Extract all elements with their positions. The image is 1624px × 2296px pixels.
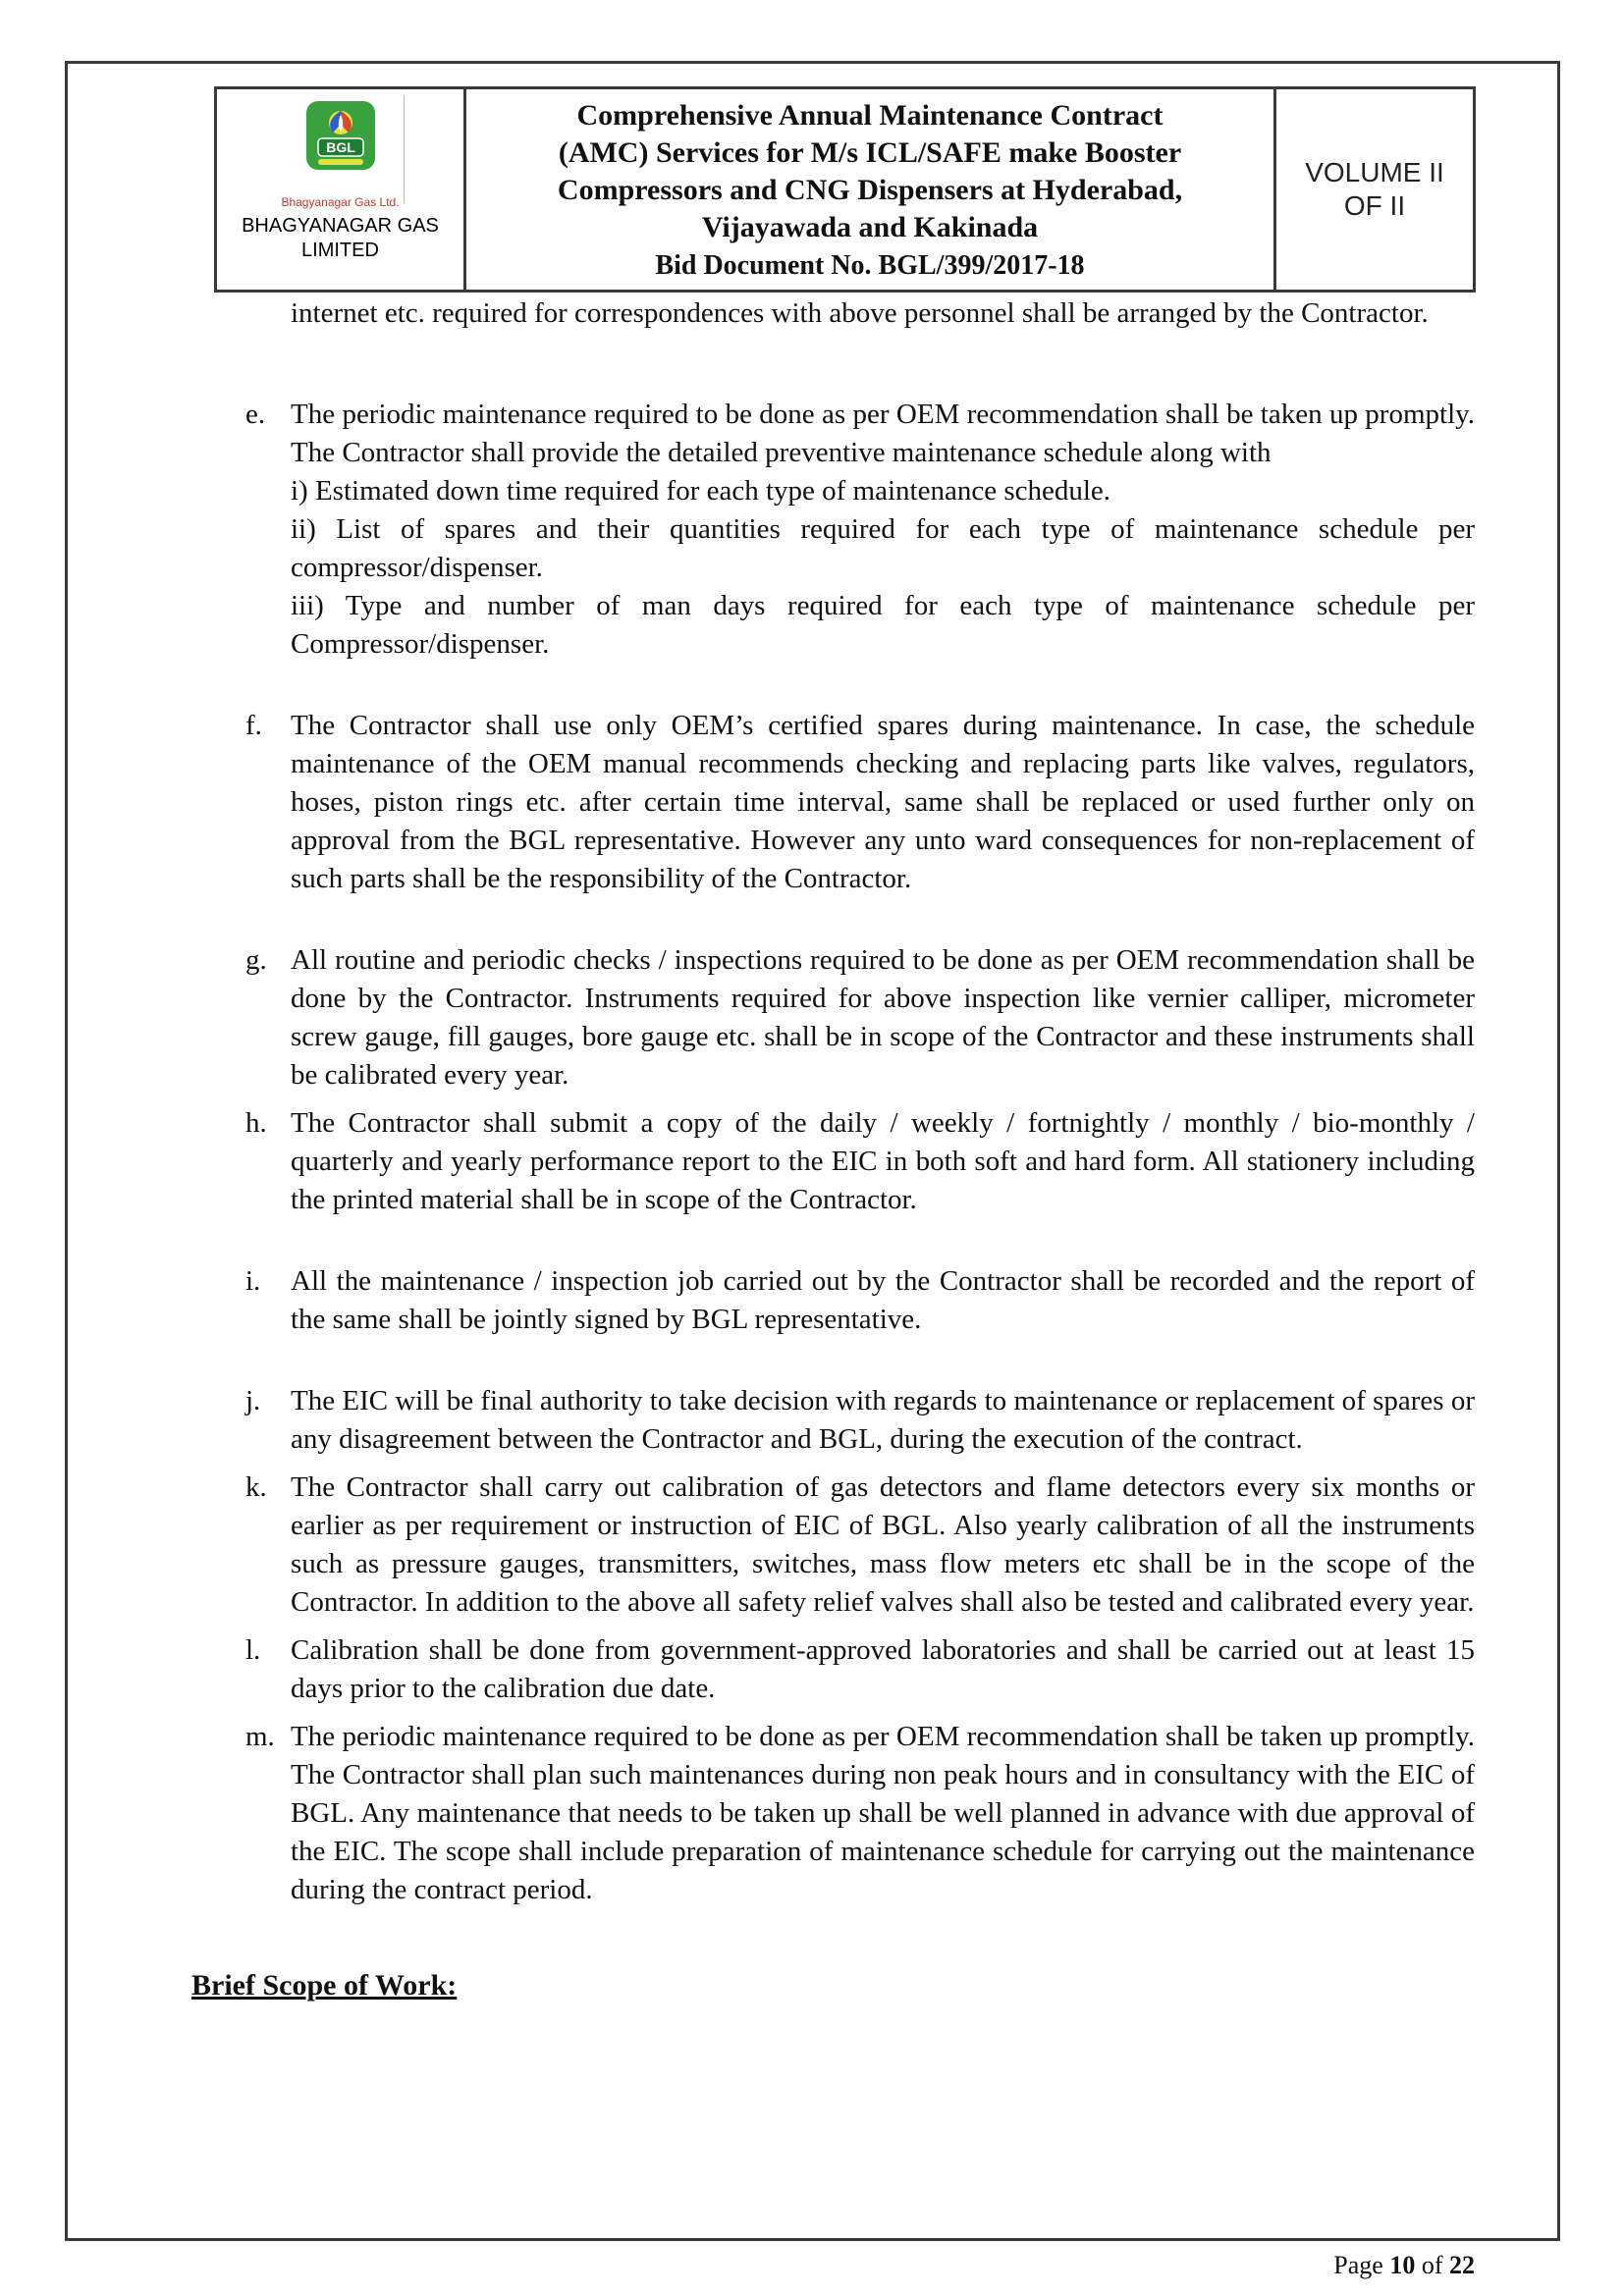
volume-cell: [1276, 89, 1473, 290]
list-item-text: Calibration shall be done from government-approved laboratories and shall be carried out at least 15 days prior to the calibration due date.: [291, 1634, 1475, 1704]
company-name-line1: BHAGYANAGAR GAS: [242, 215, 439, 237]
logo-caption: Bhagyanagar Gas Ltd.: [281, 195, 400, 209]
document-title-line: (AMC) Services for M/s ICL/SAFE make Booster: [558, 136, 1182, 169]
logo-divider: [404, 95, 405, 203]
document-title-line: Comprehensive Annual Maintenance Contract: [576, 99, 1164, 132]
list-item-m: [245, 1718, 1475, 1909]
list-item-letter: f.: [245, 710, 262, 741]
title-cell: [466, 89, 1276, 290]
document-body: [191, 294, 1475, 2004]
list-item-i: [245, 1262, 1475, 1339]
list-item-j: [245, 1382, 1475, 1459]
list-item-e: [245, 396, 1475, 664]
list-item-h: [245, 1104, 1475, 1219]
document-title-line: Compressors and CNG Dispensers at Hyderabad,: [557, 174, 1183, 206]
document-header: [214, 86, 1476, 293]
list-item-text: All the maintenance / inspection job carried out by the Contractor shall be recorded and the report of the same shall be jointly signed by BGL representative.: [291, 1265, 1475, 1335]
footer-page-label: Page: [1333, 2251, 1383, 2279]
list-item-letter: g.: [245, 944, 267, 976]
list-item-l: [245, 1631, 1475, 1708]
company-logo-icon: [292, 99, 390, 194]
company-name-line2: LIMITED: [301, 240, 379, 261]
page-footer: [1333, 2250, 1475, 2281]
footer-total-pages: 22: [1449, 2251, 1475, 2279]
list-sub-item: ii) List of spares and their quantities required for each type of maintenance schedule per compressor/dispenser.: [291, 513, 1475, 583]
list-item-text: The periodic maintenance required to be done as per OEM recommendation shall be taken up promptly. The Contractor shall provide the detailed preventive maintenance schedule along with: [291, 399, 1475, 468]
list-item-text: All routine and periodic checks / inspections required to be done as per OEM recommendation shall be done by the Contractor. Instruments required for above inspection like vernier calliper, micrometer screw gauge, fill gauges, bore gauge etc. shall be in scope of the Contractor and these instruments shall be calibrated every year.: [291, 944, 1475, 1091]
continued-paragraph: internet etc. required for correspondences with above personnel shall be arranged by the Contractor.: [291, 297, 1429, 329]
list-item-k: [245, 1468, 1475, 1622]
footer-of-label: of: [1421, 2251, 1443, 2279]
list-item-letter: j.: [245, 1385, 261, 1416]
bid-document-number: Bid Document No. BGL/399/2017-18: [655, 250, 1085, 281]
list-item-letter: e.: [245, 399, 266, 430]
volume-line1: VOLUME II: [1305, 157, 1444, 187]
list-item-text: The Contractor shall use only OEM’s certified spares during maintenance. In case, the schedule maintenance of the OEM manual recommends checking and replacing parts like valves, regulators, hoses, piston rings etc. after certain time interval, same shall be replaced or used further only on approval from the BGL representative. However any unto ward consequences for non-replacement of such parts shall be the responsibility of the Contractor.: [291, 710, 1475, 894]
list-item-letter: m.: [245, 1721, 275, 1752]
volume-line2: OF II: [1343, 190, 1406, 221]
section-heading: Brief Scope of Work:: [191, 1969, 458, 2002]
list-item-letter: l.: [245, 1634, 261, 1666]
svg-text:BGL: BGL: [325, 139, 355, 155]
company-name: [242, 214, 439, 263]
footer-page-number: 10: [1389, 2251, 1416, 2279]
list-sub-item: i) Estimated down time required for each type of maintenance schedule.: [291, 475, 1111, 507]
list-item-text: The Contractor shall submit a copy of the daily / weekly / fortnightly / monthly / bio-monthly / quarterly and yearly performance report to the EIC in both soft and hard form. All stationery including the printed material shall be in scope of the Contractor.: [291, 1107, 1475, 1215]
list-item-g: [245, 941, 1475, 1095]
document-title-line: Vijayawada and Kakinada: [701, 211, 1039, 243]
list-item-letter: h.: [245, 1107, 267, 1139]
list-item-letter: k.: [245, 1471, 267, 1503]
list-sub-item: iii) Type and number of man days required for each type of maintenance schedule per Compressor/dispenser.: [291, 590, 1475, 660]
list-item-f: [245, 707, 1475, 898]
logo-cell: [217, 89, 466, 290]
list-item-text: The Contractor shall carry out calibration of gas detectors and flame detectors every six months or earlier as per requirement or instruction of EIC of BGL. Also yearly calibration of all the instruments such as pressure gauges, transmitters, switches, mass flow meters etc shall be in the scope of the Contractor. In addition to the above all safety relief valves shall also be tested and calibrated every year.: [291, 1471, 1475, 1618]
list-item-letter: i.: [245, 1265, 261, 1297]
list-item-text: The EIC will be final authority to take decision with regards to maintenance or replacement of spares or any disagreement between the Contractor and BGL, during the execution of the contract.: [291, 1385, 1475, 1455]
list-item-text: The periodic maintenance required to be done as per OEM recommendation shall be taken up promptly. The Contractor shall plan such maintenances during non peak hours and in consultancy with the EIC of BGL. Any maintenance that needs to be taken up shall be well planned in advance with due approval of the EIC. The scope shall include preparation of maintenance schedule for carrying out the maintenance during the contract period.: [291, 1721, 1475, 1905]
